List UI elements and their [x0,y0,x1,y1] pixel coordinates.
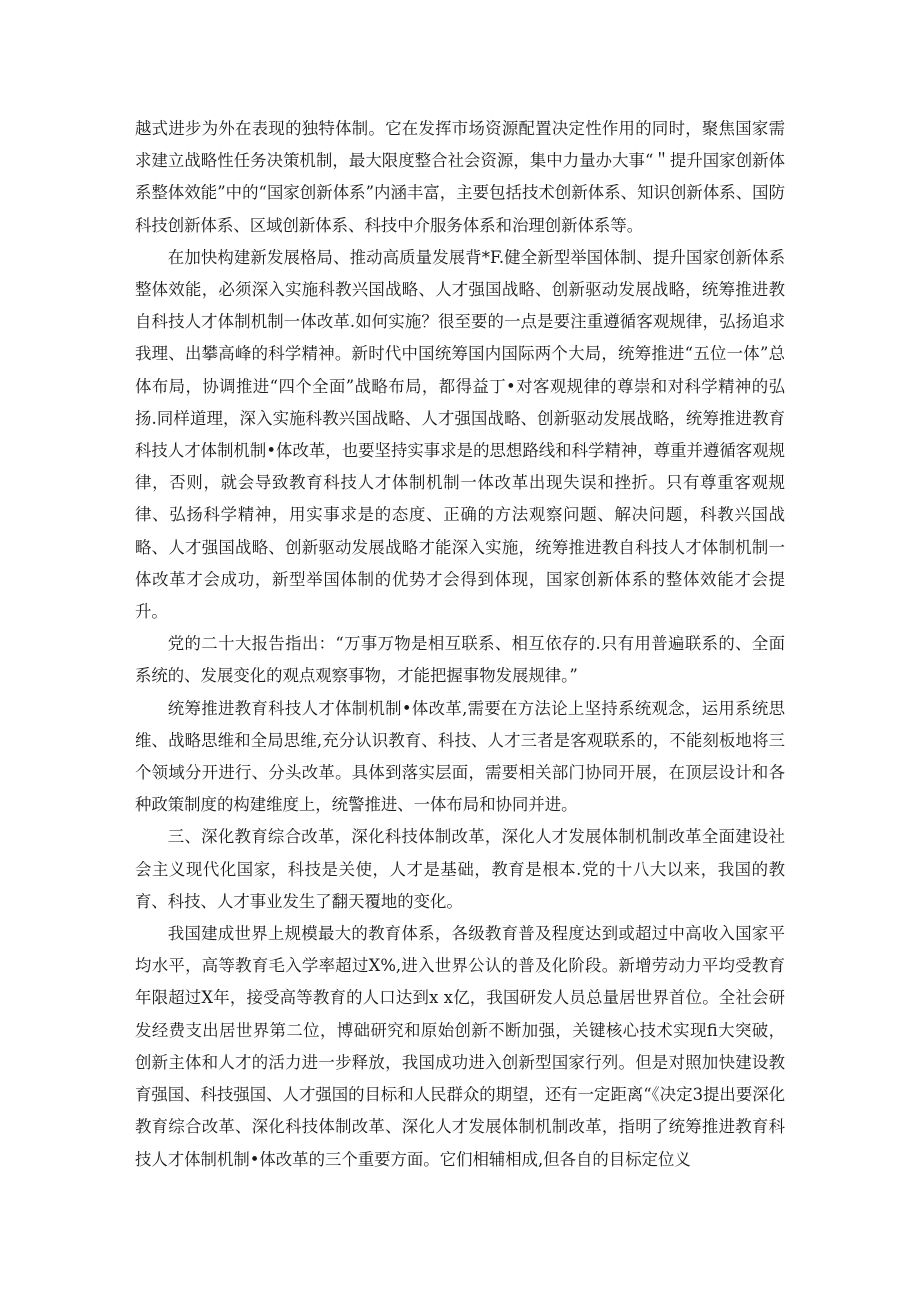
paragraph-twentieth-congress-quote: 党的二十大报告指出：“万事万物是相互联系、相互依存的.只有用普遍联系的、全面系统的、发展变化的观点观察事物，才能把握事物发展规律。” [135,634,785,686]
paragraph-continuation: 越式进步为外在表现的独特体制。它在发挥市场资源配置决定性作用的同时，聚焦国家需求建立战略性任务决策机制，最大限度整合社会资源，集中力量办大事“＂提升国家创新体系整体效能”中的“国家创新体系”内涵丰富，主要包括技术创新体系、知识创新体系、国防科技创新体系、区域创新体系、科技中介服务体系和治理创新体系等。 [135,119,785,235]
paragraph-systems-thinking: 统筹推进教育科技人才体制机制•体改革,需要在方法论上坚持系统观念，运用系统思维、战略思维和全局思维,充分认识教育、科技、人才三者是客观联系的，不能刻板地将三个领域分开进行、分头改革。具体到落实层面，需要相关部门协同开展，在顶层设计和各种政策制度的构建维度上，统警推进、一体布局和协同并进。 [135,698,785,815]
paragraph-new-development-pattern: 在加快构建新发展格局、推动高质量发展背*F.健全新型举国体制、提升国家创新体系整体效能，必须深入实施科教兴国战略、人才强国战略、创新驱动发展战略，统筹推进教自科技人才体制机制一体改革.如何实施？很至要的一点是要注重遵循客观规律，弘扬追求我理、出攀高峰的科学精神。新时代中国统筹国内国际两个大局，统筹推进“五位一体”总体布局，协调推进“四个全面”战略布局，都得益丁•对客观规律的尊崇和对科学精神的弘扬.同样道理，深入实施科教兴国战略、人才强国战略、创新驱动发展战略，统筹推进教育科技人才体制机制•体改革，也要坚持实事求是的思想路线和科学精神，尊重并遵循客观规律，否则，就会导致教育科技人才体制机制一体改革出现失误和挫折。只有尊重客观规律、弘扬科学精神，用实事求是的态度、正确的方法观察问题、解决问题，科教兴国战略、人才强国战略、创新驱动发展战略才能深入实施，统筹推进教自科技人才体制机制一体改革才会成功，新型举国体制的优势才会得到体现，国家创新体系的整体效能才会提升。 [135,247,785,622]
paragraph-section-three-heading: 三、深化教育综合改革，深化科技体制改革，深化人才发展体制机制改革全面建设社会主义现代化国家，科技是关使，人才是基础，教育是根本.党的十八大以来，我国的教育、科技、人才事业发生了翻天覆地的变化。 [135,827,785,911]
document-body [135,113,785,1176]
paragraph-education-system: 我国建成世界上规模最大的教育体系，各级教育普及程度达到或超过中高收入国家平均水平，高等教育毛入学率超过X%,进入世界公认的普及化阶段。新增劳动力平均受教育年限超过X年，接受高等教育的人口达到x x亿，我国研发人员总量居世界首位。全社会研发经费支出居世界第二位，博础研究和原始创新不断加强，关键核心技术实现fi大突破，创新主体和人才的活力进一步释放，我国成功进入创新型国家行列。但是对照加快建设教育强国、科技强国、人才强国的目标和人民群众的期望，还有一定距离“《决定3提出要深化教育综合改革、深化科技体制改革、深化人才发展体制机制改革，指明了统筹推进教育科技人才体制机制•体改革的三个重要方面。它们相辅相成,但各自的目标定位义 [135,924,785,1169]
